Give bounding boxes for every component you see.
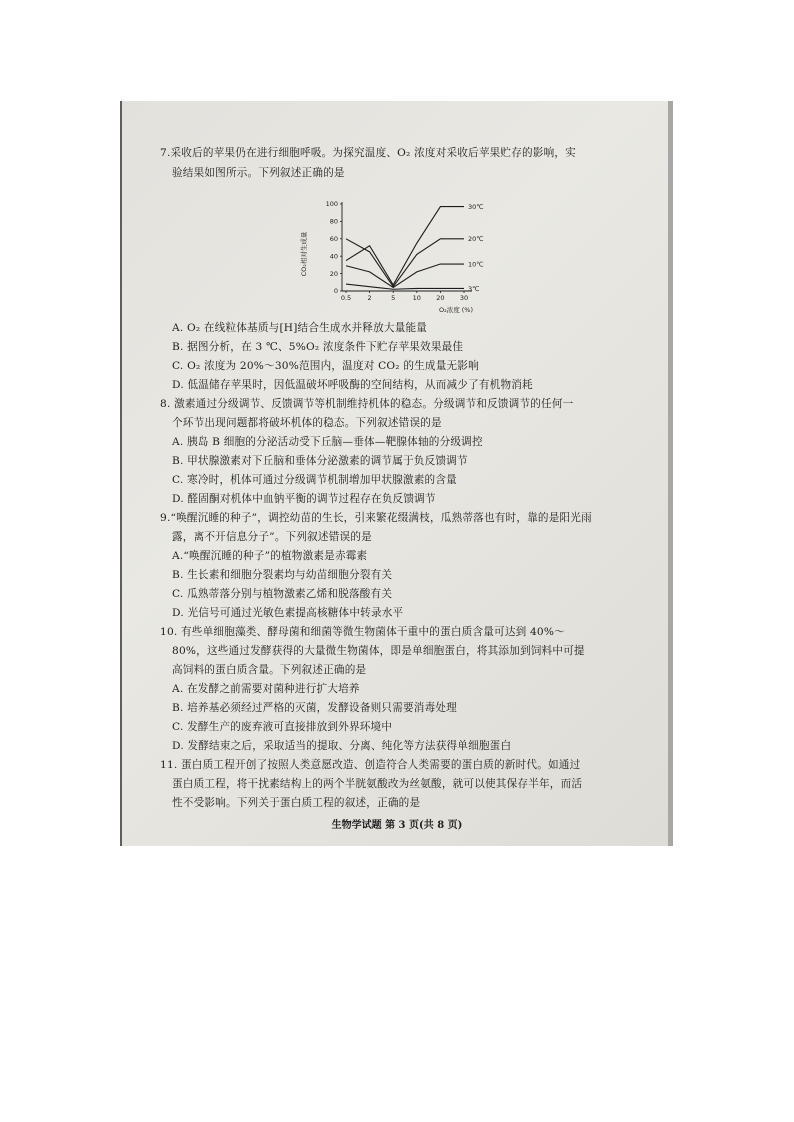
q9-option-a: A.“唤醒沉睡的种子”的植物激素是赤霉素 <box>172 550 368 562</box>
chart-series-label: 30℃ <box>468 203 484 212</box>
chart-x-tick-label: 2 <box>367 294 372 302</box>
q7-co2-chart <box>300 194 490 320</box>
q7-option-c: C. O₂ 浓度为 20%～30%范围内，温度对 CO₂ 的生成量无影响 <box>172 360 479 372</box>
q8-option-c: C. 寒冷时，机体可通过分级调节机制增加甲状腺激素的含量 <box>172 474 457 486</box>
chart-series-line-30℃ <box>346 207 464 285</box>
q9-stem-line1: 9.“唤醒沉睡的种子”，调控幼苗的生长，引来繁花缀满枝，瓜熟蒂落也有时，靠的是阳光雨 <box>160 512 592 524</box>
chart-series-label: 20℃ <box>468 235 484 244</box>
q8-option-d: D. 醛固酮对机体中血钠平衡的调节过程存在负反馈调节 <box>172 493 436 505</box>
q7-stem-line2: 验结果如图所示。下列叙述正确的是 <box>172 167 345 179</box>
chart-x-tick-label: 10 <box>412 294 421 302</box>
chart-x-tick-label: 30 <box>459 294 469 302</box>
chart-series-label: 3℃ <box>468 284 480 293</box>
q8-option-b: B. 甲状腺激素对下丘脑和垂体分泌激素的调节属于负反馈调节 <box>172 455 468 467</box>
q10-stem-line1: 10. 有些单细胞藻类、酵母菌和细菌等微生物菌体干重中的蛋白质含量可达到 40%～ <box>160 626 565 638</box>
chart-x-tick-label: 20 <box>436 294 445 302</box>
chart-y-tick-label: 60 <box>329 235 338 243</box>
q7-stem-line1: 7.采收后的苹果仍在进行细胞呼吸。为探究温度、O₂ 浓度对采收后苹果贮存的影响，实 <box>160 147 576 159</box>
q8-option-a: A. 胰岛 B 细胞的分泌活动受下丘脑—垂体—靶腺体轴的分级调控 <box>172 436 483 448</box>
chart-x-ticks <box>341 291 468 302</box>
chart-x-tick-label: 0.5 <box>340 294 352 302</box>
chart-y-ticks <box>326 200 342 295</box>
q10-option-a: A. 在发酵之前需要对菌种进行扩大培养 <box>172 683 360 695</box>
q10-option-d: D. 发酵结束之后，采取适当的提取、分离、纯化等方法获得单细胞蛋白 <box>172 740 512 752</box>
chart-y-tick-label: 100 <box>325 200 338 209</box>
page-footer: 生物学试题 第 3 页(共 8 页) <box>331 820 463 831</box>
q11-stem-line1: 11. 蛋白质工程开创了按照人类意愿改造、创造符合人类需要的蛋白质的新时代。如通过 <box>160 759 581 771</box>
q11-stem-line2: 蛋白质工程，将干扰素结构上的两个半胱氨酸改为丝氨酸，就可以使其保存半年，而活 <box>172 778 583 790</box>
q8-stem-line1: 8. 激素通过分级调节、反馈调节等机制维持机体的稳态。分级调节和反馈调节的任何一 <box>160 398 574 410</box>
chart-y-tick-label: 80 <box>329 217 338 226</box>
chart-series-line-3℃ <box>346 284 464 289</box>
chart-y-tick-label: 40 <box>329 252 338 261</box>
chart-x-axis-label: O₂浓度 (%) <box>438 306 474 314</box>
q9-option-c: C. 瓜熟蒂落分别与植物激素乙烯和脱落酸有关 <box>172 588 393 600</box>
q9-option-b: B. 生长素和细胞分裂素均与幼苗细胞分裂有关 <box>172 569 393 581</box>
chart-y-tick-label: 0 <box>333 287 338 296</box>
chart-y-axis-label: CO₂相对生成量 <box>300 231 308 277</box>
q10-option-c: C. 发酵生产的废弃液可直接排放到外界环境中 <box>172 721 393 733</box>
q7-option-b: B. 据图分析，在 3 ℃、5%O₂ 浓度条件下贮存苹果效果最佳 <box>172 341 464 353</box>
chart-series-label: 10℃ <box>468 260 484 269</box>
chart-x-tick-label: 5 <box>391 294 396 302</box>
q11-stem-line3: 性不受影响。下列关于蛋白质工程的叙述，正确的是 <box>172 797 421 809</box>
q7-option-d: D. 低温储存苹果时，因低温破坏呼吸酶的空间结构，从而减少了有机物消耗 <box>172 379 533 391</box>
q9-option-d: D. 光信号可通过光敏色素提高核糖体中转录水平 <box>172 607 404 619</box>
q10-stem-line2: 80%，这些通过发酵获得的大量微生物菌体，即是单细胞蛋白，将其添加到饲料中可提 <box>172 645 585 657</box>
chart-series <box>346 203 484 293</box>
q10-option-b: B. 培养基必须经过严格的灭菌，发酵设备则只需要消毒处理 <box>172 702 457 714</box>
q10-stem-line3: 高饲料的蛋白质含量。下列叙述正确的是 <box>172 664 367 676</box>
chart-series-line-10℃ <box>346 264 464 287</box>
q7-option-a: A. O₂ 在线粒体基质与[H]结合生成水并释放大量能量 <box>172 322 428 334</box>
q9-stem-line2: 露，离不开信息分子”。下列叙述错误的是 <box>172 531 372 543</box>
chart-y-tick-label: 20 <box>329 269 338 278</box>
q8-stem-line2: 个环节出现问题都将破坏机体的稳态。下列叙述错误的是 <box>172 417 442 429</box>
